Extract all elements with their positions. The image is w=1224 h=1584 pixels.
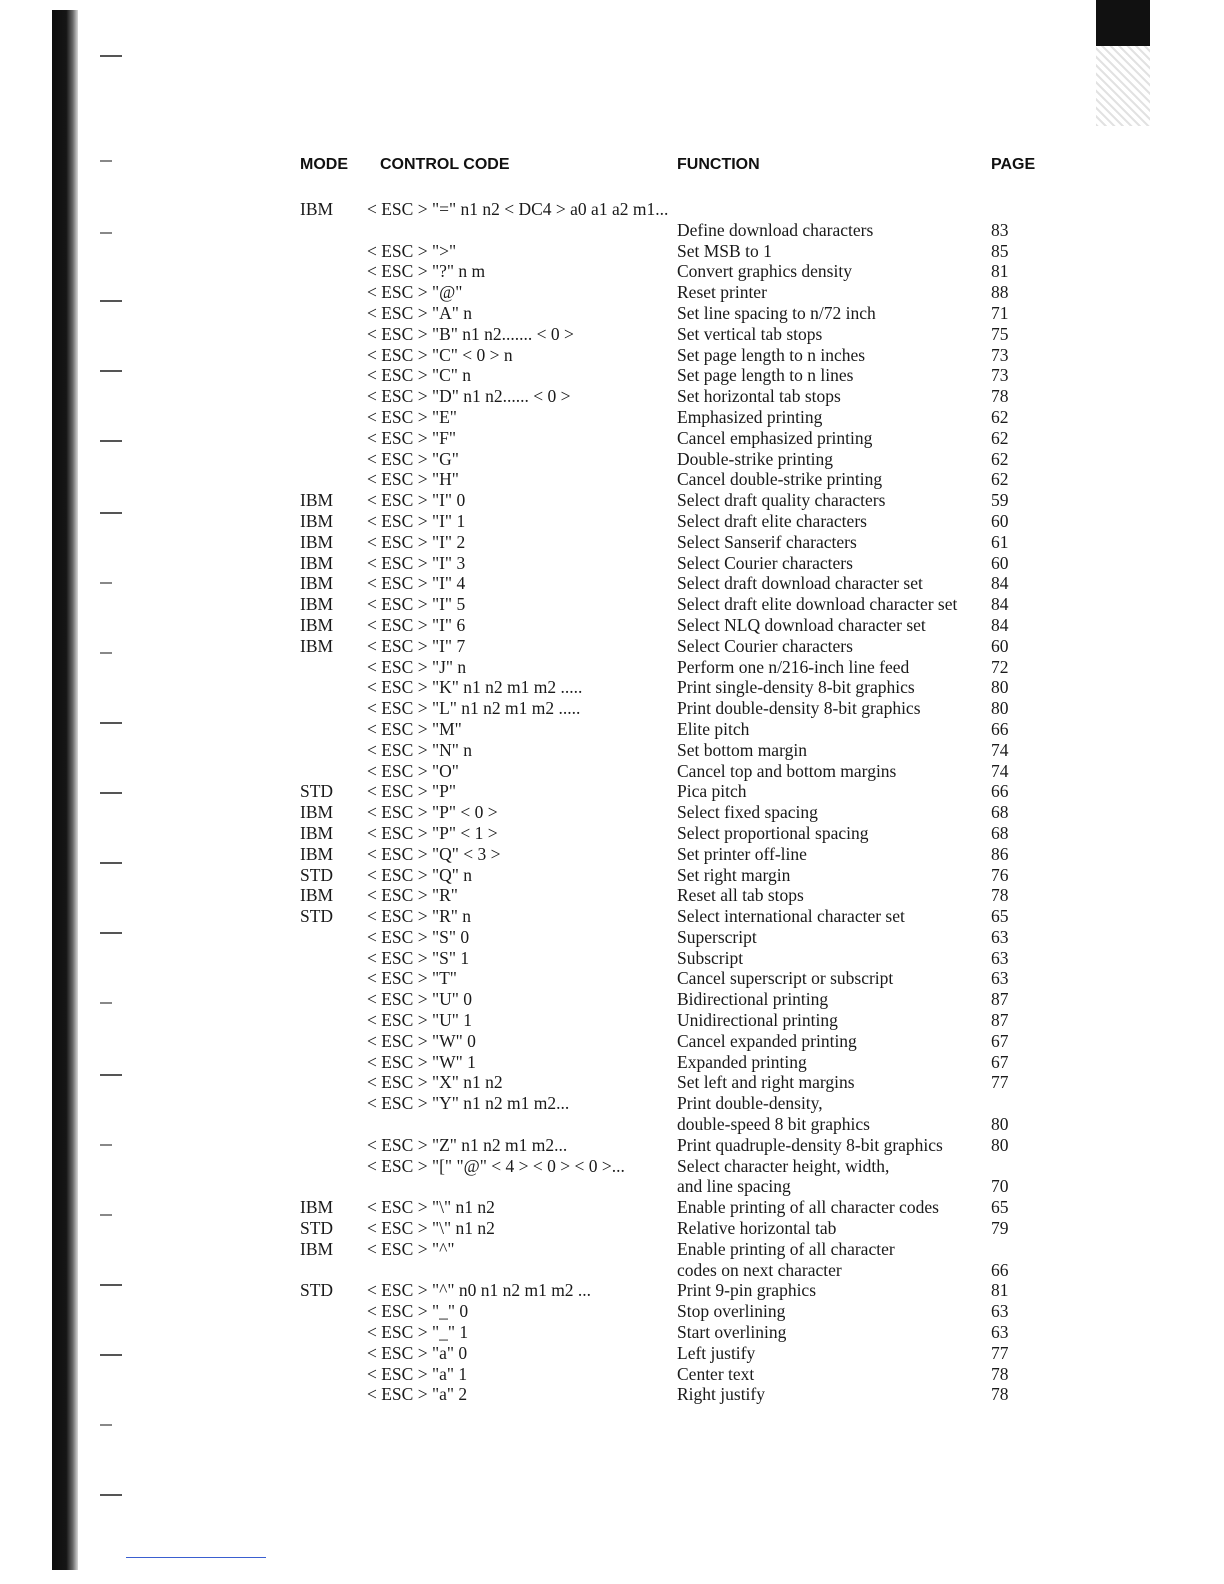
function-cell: Elite pitch <box>677 718 750 739</box>
control-code-cell: < ESC > "S" 0 <box>367 926 470 947</box>
table-row <box>0 1343 1224 1364</box>
control-code-cell: < ESC > "=" n1 n2 < DC4 > a0 a1 a2 m1... <box>367 199 669 219</box>
table-row <box>0 594 1224 615</box>
mode-cell: IBM <box>300 531 334 552</box>
function-cell: Enable printing of all character codes <box>677 1197 939 1218</box>
table-row <box>0 677 1224 698</box>
control-code-cell: < ESC > "a" 1 <box>367 1363 468 1384</box>
function-cell: Select Courier characters <box>677 635 853 656</box>
mode-cell: IBM <box>300 1197 334 1218</box>
mode-cell: IBM <box>300 552 334 573</box>
control-code-cell: < ESC > "W" 1 <box>367 1051 476 1072</box>
function-cell: codes on next character <box>677 1259 842 1280</box>
table-row <box>0 1010 1224 1031</box>
control-code-cell: < ESC > "I" 5 <box>367 594 466 615</box>
mode-cell: IBM <box>300 199 334 219</box>
page-cell: 73 <box>991 344 1009 365</box>
page-cell: 60 <box>991 552 1009 573</box>
table-row <box>0 885 1224 906</box>
function-cell: Relative horizontal tab <box>677 1218 837 1239</box>
scan-corner-mark <box>1096 0 1150 46</box>
control-code-cell: < ESC > "U" 0 <box>367 989 473 1010</box>
page-cell: 78 <box>991 386 1009 407</box>
page-cell: 80 <box>991 1134 1009 1155</box>
page-cell: 80 <box>991 1114 1009 1135</box>
function-cell: Cancel emphasized printing <box>677 427 873 448</box>
table-row <box>0 740 1224 761</box>
page-cell: 88 <box>991 282 1009 303</box>
control-code-cell: < ESC > "I" 1 <box>367 510 466 531</box>
table-row <box>0 657 1224 678</box>
control-code-cell: < ESC > "D" n1 n2...... < 0 > <box>367 386 571 407</box>
page-cell: 72 <box>991 656 1009 677</box>
control-code-cell: < ESC > "\" n1 n2 <box>367 1218 495 1239</box>
mode-cell: STD <box>300 781 334 802</box>
table-row <box>0 1135 1224 1156</box>
page-cell: 84 <box>991 573 1009 594</box>
table-header <box>0 156 1224 180</box>
page-cell: 66 <box>991 718 1009 739</box>
function-cell: Select draft elite characters <box>677 510 867 531</box>
table-row <box>0 532 1224 553</box>
function-cell: Define download characters <box>677 219 874 240</box>
control-code-cell: < ESC > "M" <box>367 718 462 739</box>
function-cell: Set bottom margin <box>677 739 807 760</box>
table-row <box>0 511 1224 532</box>
function-cell: Right justify <box>677 1384 765 1405</box>
table-row <box>0 428 1224 449</box>
page-cell: 81 <box>991 1280 1009 1301</box>
header-mode: MODE <box>300 156 348 173</box>
table-row <box>0 1239 1224 1260</box>
table-row <box>0 698 1224 719</box>
function-cell: Select Courier characters <box>677 552 853 573</box>
table-row <box>0 802 1224 823</box>
page-cell: 62 <box>991 469 1009 490</box>
function-cell: Stop overlining <box>677 1301 786 1322</box>
page-cell: 73 <box>991 365 1009 386</box>
page-cell: 87 <box>991 989 1009 1010</box>
table-row <box>0 719 1224 740</box>
control-code-cell: < ESC > "Y" n1 n2 m1 m2... <box>367 1093 570 1114</box>
control-code-cell: < ESC > "P" <box>367 781 456 802</box>
control-code-cell: < ESC > "@" <box>367 282 463 303</box>
control-code-cell: < ESC > "N" n <box>367 739 473 760</box>
table-row <box>0 1176 1224 1197</box>
page-cell: 70 <box>991 1176 1009 1197</box>
page-cell: 65 <box>991 1197 1009 1218</box>
function-cell: Select fixed spacing <box>677 802 818 823</box>
mode-cell: STD <box>300 864 334 885</box>
function-cell: Select draft quality characters <box>677 490 886 511</box>
page-cell: 84 <box>991 594 1009 615</box>
table-row <box>0 615 1224 636</box>
page-cell: 63 <box>991 947 1009 968</box>
table-row <box>0 1031 1224 1052</box>
page-cell: 76 <box>991 864 1009 885</box>
table-row <box>0 1072 1224 1093</box>
function-cell: Convert graphics density <box>677 261 852 282</box>
function-cell: Print quadruple-density 8-bit graphics <box>677 1134 943 1155</box>
control-code-cell: < ESC > "Z" n1 n2 m1 m2... <box>367 1134 568 1155</box>
control-code-cell: < ESC > "A" n <box>367 302 473 323</box>
control-code-cell: < ESC > "K" n1 n2 m1 m2 ..... <box>367 677 583 698</box>
function-cell: Left justify <box>677 1342 756 1363</box>
table-row <box>0 1322 1224 1343</box>
function-cell: Subscript <box>677 947 744 968</box>
control-code-cell: < ESC > "W" 0 <box>367 1030 476 1051</box>
control-code-cell: < ESC > "R" n <box>367 906 472 927</box>
page-cell: 67 <box>991 1051 1009 1072</box>
page-cell: 75 <box>991 323 1009 344</box>
mode-cell: IBM <box>300 885 334 906</box>
function-cell: Set MSB to 1 <box>677 240 772 261</box>
control-code-cell: < ESC > "R" <box>367 885 458 906</box>
table-row <box>0 469 1224 490</box>
table-row <box>0 1301 1224 1322</box>
table-row <box>0 261 1224 282</box>
page-cell: 63 <box>991 968 1009 989</box>
page-cell: 77 <box>991 1342 1009 1363</box>
table-row <box>0 948 1224 969</box>
control-code-cell: < ESC > "P" < 1 > <box>367 822 498 843</box>
page-cell: 78 <box>991 1384 1009 1405</box>
control-code-cell: < ESC > "E" <box>367 406 457 427</box>
control-code-cell: < ESC > "X" n1 n2 <box>367 1072 503 1093</box>
function-cell: Emphasized printing <box>677 406 823 427</box>
control-code-cell: < ESC > "O" <box>367 760 459 781</box>
table-row <box>0 1052 1224 1073</box>
page-cell: 77 <box>991 1072 1009 1093</box>
bottom-rule <box>126 1557 266 1558</box>
mode-cell: IBM <box>300 510 334 531</box>
page-cell: 80 <box>991 677 1009 698</box>
table-row <box>0 968 1224 989</box>
mode-cell: IBM <box>300 490 334 511</box>
control-code-cell: < ESC > ">" <box>367 240 457 261</box>
page-cell: 74 <box>991 760 1009 781</box>
page-cell: 63 <box>991 1301 1009 1322</box>
page-cell: 79 <box>991 1218 1009 1239</box>
control-code-cell: < ESC > "P" < 0 > <box>367 802 498 823</box>
mode-cell: IBM <box>300 802 334 823</box>
table-row <box>0 282 1224 303</box>
page-cell: 85 <box>991 240 1009 261</box>
control-code-cell: < ESC > "B" n1 n2....... < 0 > <box>367 323 574 344</box>
page-cell: 67 <box>991 1030 1009 1051</box>
table-row <box>0 844 1224 865</box>
table-row <box>0 761 1224 782</box>
function-cell: Reset printer <box>677 282 767 303</box>
mode-cell: STD <box>300 1218 334 1239</box>
page-cell: 62 <box>991 448 1009 469</box>
control-code-table <box>0 199 1224 1405</box>
control-code-cell: < ESC > "^" <box>367 1238 455 1259</box>
function-cell: Pica pitch <box>677 781 747 802</box>
mode-cell: IBM <box>300 1238 334 1259</box>
function-cell: Print double-density, <box>677 1093 823 1114</box>
function-cell: Print double-density 8-bit graphics <box>677 698 921 719</box>
page-cell: 62 <box>991 406 1009 427</box>
function-cell: Select draft download character set <box>677 573 923 594</box>
control-code-cell: < ESC > "I" 7 <box>367 635 466 656</box>
page-cell: 60 <box>991 510 1009 531</box>
control-code-cell: < ESC > "H" <box>367 469 459 490</box>
control-code-cell: < ESC > "[" "@" < 4 > < 0 > < 0 >... <box>367 1155 625 1176</box>
page-cell: 81 <box>991 261 1009 282</box>
function-cell: Start overlining <box>677 1322 787 1343</box>
control-code-cell: < ESC > "J" n <box>367 656 467 677</box>
mode-cell: STD <box>300 1280 334 1301</box>
page-cell: 68 <box>991 822 1009 843</box>
mode-cell: IBM <box>300 843 334 864</box>
table-row <box>0 553 1224 574</box>
function-cell: Cancel superscript or subscript <box>677 968 894 989</box>
page-cell: 63 <box>991 1322 1009 1343</box>
function-cell: Set line spacing to n/72 inch <box>677 302 876 323</box>
mode-cell: IBM <box>300 614 334 635</box>
function-cell: Perform one n/216-inch line feed <box>677 656 910 677</box>
mode-cell: IBM <box>300 594 334 615</box>
table-row <box>0 1093 1224 1114</box>
table-row <box>0 365 1224 386</box>
function-cell: Print 9-pin graphics <box>677 1280 817 1301</box>
table-row <box>0 1384 1224 1405</box>
control-code-cell: < ESC > "I" 6 <box>367 614 466 635</box>
table-row <box>0 989 1224 1010</box>
function-cell: Select proportional spacing <box>677 822 869 843</box>
page-cell: 65 <box>991 906 1009 927</box>
function-cell: double-speed 8 bit graphics <box>677 1114 870 1135</box>
control-code-cell: < ESC > "^" n0 n1 n2 m1 m2 ... <box>367 1280 592 1301</box>
table-row <box>0 490 1224 511</box>
page-cell: 71 <box>991 302 1009 323</box>
table-row <box>0 407 1224 428</box>
control-code-cell: < ESC > "Q" n <box>367 864 473 885</box>
function-cell: Cancel expanded printing <box>677 1030 857 1051</box>
control-code-cell: < ESC > "Q" < 3 > <box>367 843 501 864</box>
table-row <box>0 1156 1224 1177</box>
table-row <box>0 449 1224 470</box>
header-page: PAGE <box>991 156 1036 173</box>
control-code-cell: < ESC > "\" n1 n2 <box>367 1197 495 1218</box>
function-cell: Cancel top and bottom margins <box>677 760 897 781</box>
function-cell: Print single-density 8-bit graphics <box>677 677 915 698</box>
page-cell: 86 <box>991 843 1009 864</box>
table-row <box>0 220 1224 241</box>
table-row <box>0 1364 1224 1385</box>
table-row <box>0 781 1224 802</box>
function-cell: Unidirectional printing <box>677 1010 838 1031</box>
page-cell: 74 <box>991 739 1009 760</box>
function-cell: Superscript <box>677 926 757 947</box>
control-code-cell: < ESC > "a" 2 <box>367 1384 468 1405</box>
control-code-cell: < ESC > "L" n1 n2 m1 m2 ..... <box>367 698 581 719</box>
function-cell: Select international character set <box>677 906 905 927</box>
function-cell: Cancel double-strike printing <box>677 469 883 490</box>
mode-cell: STD <box>300 906 334 927</box>
control-code-cell: < ESC > "T" <box>367 968 457 989</box>
function-cell: Expanded printing <box>677 1051 807 1072</box>
control-code-cell: < ESC > "_" 0 <box>367 1301 469 1322</box>
table-row <box>0 823 1224 844</box>
function-cell: Reset all tab stops <box>677 885 804 906</box>
function-cell: Select character height, width, <box>677 1155 890 1176</box>
page-cell: 78 <box>991 885 1009 906</box>
mode-cell: IBM <box>300 822 334 843</box>
page-cell: 61 <box>991 531 1009 552</box>
table-row <box>0 573 1224 594</box>
header-function: FUNCTION <box>677 156 760 173</box>
table-row <box>0 636 1224 657</box>
table-row <box>0 1218 1224 1239</box>
table-row <box>0 1114 1224 1135</box>
table-row <box>0 1280 1224 1301</box>
control-code-cell: < ESC > "I" 3 <box>367 552 466 573</box>
page-cell: 83 <box>991 219 1009 240</box>
function-cell: Select draft elite download character set <box>677 594 958 615</box>
control-code-cell: < ESC > "I" 4 <box>367 573 466 594</box>
page-cell: 80 <box>991 698 1009 719</box>
function-cell: Set page length to n inches <box>677 344 866 365</box>
table-row <box>0 906 1224 927</box>
table-row <box>0 241 1224 262</box>
table-row <box>0 386 1224 407</box>
control-code-cell: < ESC > "U" 1 <box>367 1010 473 1031</box>
function-cell: Set horizontal tab stops <box>677 386 841 407</box>
page-cell: 60 <box>991 635 1009 656</box>
function-cell: Center text <box>677 1363 755 1384</box>
control-code-cell: < ESC > "F" <box>367 427 456 448</box>
function-cell: Set printer off-line <box>677 843 807 864</box>
control-code-cell: < ESC > "?" n m <box>367 261 486 282</box>
control-code-cell: < ESC > "S" 1 <box>367 947 470 968</box>
page-cell: 66 <box>991 781 1009 802</box>
control-code-cell: < ESC > "C" n <box>367 365 472 386</box>
function-cell: Set page length to n lines <box>677 365 854 386</box>
table-row <box>0 1197 1224 1218</box>
function-cell: Set left and right margins <box>677 1072 855 1093</box>
function-cell: Select NLQ download character set <box>677 614 926 635</box>
function-cell: Double-strike printing <box>677 448 834 469</box>
control-code-cell: < ESC > "I" 2 <box>367 531 466 552</box>
page-cell: 84 <box>991 614 1009 635</box>
control-code-cell: < ESC > "G" <box>367 448 459 469</box>
page-cell: 62 <box>991 427 1009 448</box>
function-cell: Set right margin <box>677 864 791 885</box>
scan-corner-noise <box>1096 46 1150 126</box>
page-cell: 78 <box>991 1363 1009 1384</box>
page-cell: 66 <box>991 1259 1009 1280</box>
table-row <box>0 199 1224 220</box>
function-cell: and line spacing <box>677 1176 791 1197</box>
mode-cell: IBM <box>300 573 334 594</box>
table-row <box>0 865 1224 886</box>
page-cell: 68 <box>991 802 1009 823</box>
mode-cell: IBM <box>300 635 334 656</box>
table-row <box>0 927 1224 948</box>
function-cell: Select Sanserif characters <box>677 531 857 552</box>
control-code-cell: < ESC > "C" < 0 > n <box>367 344 513 365</box>
table-row <box>0 1260 1224 1281</box>
table-row <box>0 303 1224 324</box>
page-cell: 87 <box>991 1010 1009 1031</box>
table-row <box>0 324 1224 345</box>
table-row <box>0 345 1224 366</box>
function-cell: Set vertical tab stops <box>677 323 823 344</box>
page-cell: 63 <box>991 926 1009 947</box>
control-code-cell: < ESC > "a" 0 <box>367 1342 468 1363</box>
control-code-cell: < ESC > "_" 1 <box>367 1322 469 1343</box>
control-code-cell: < ESC > "I" 0 <box>367 490 466 511</box>
function-cell: Enable printing of all character <box>677 1238 895 1259</box>
header-control-code: CONTROL CODE <box>380 156 510 173</box>
function-cell: Bidirectional printing <box>677 989 829 1010</box>
page-cell: 59 <box>991 490 1009 511</box>
